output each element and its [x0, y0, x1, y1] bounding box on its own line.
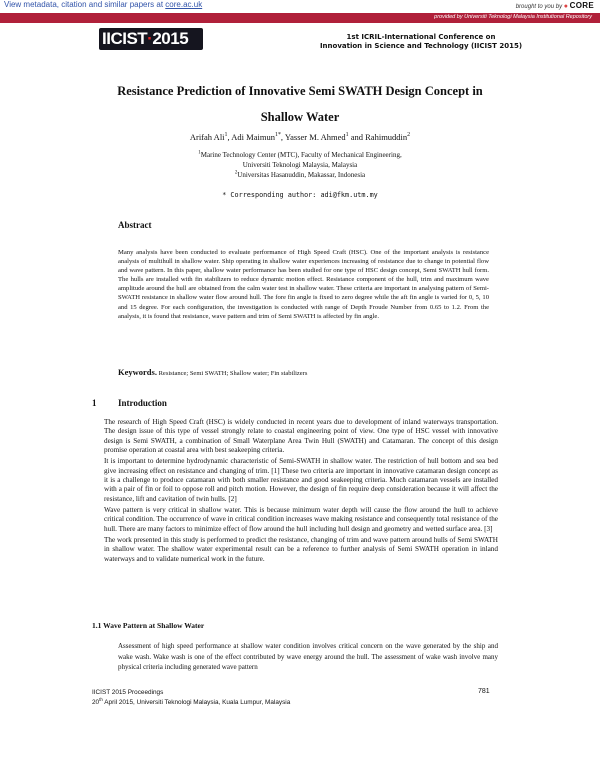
author-4-sup: 2 — [407, 132, 411, 139]
page-number: 781 — [478, 688, 490, 695]
affil-1-line2: Universiti Teknologi Malaysia, Malaysia — [242, 161, 358, 169]
paragraph: It is important to determine hydrodynamic characteristic of Semi-SWATH in shallow water. The restriction of hull bottom and sea bed give increasing effect on resistance and changing of trim. [1] These two criteria are important in innovative catamaran design concept as it is a challenge to produce catamaran with both smaller resistance and good seakeeping criteria. Much catamaran vessels are installed with a pair of fin or foil to oppose roll and pitch motion. However, the design of fin require deep consideration because it will affect the resistance, lift and cavitation of twin hulls. [2] — [104, 457, 498, 503]
paragraph: Wave pattern is very critical in shallow water. This is because minimum water depth will cause the flow around the hull to achieve critical condition. The occurrence of wave in critical condition increases wave making resistance and consequently total resistance of the hull. There are many factors to minimize effect of flow around the hull including hull design and geometry and wetted surface area. [3] — [104, 506, 498, 533]
metadata-link-text: View metadata, citation and similar papers at — [4, 0, 166, 9]
keywords-list: Resistance; Semi SWATH; Shallow water; Fin stabilizers — [156, 370, 308, 377]
section-title: Introduction — [118, 398, 167, 408]
affil-1-line1: Marine Technology Center (MTC), Faculty of Mechanical Engineering, — [200, 151, 402, 159]
author-1: Arifah Ali — [189, 132, 225, 142]
paper-title — [60, 78, 540, 130]
subsection-body: Assessment of high speed performance at shallow water condition involves critical concern on the wave generated by the ship and wake wash. Wake wash is one of the effect contributed by wave energy around the hull. The assessment of wake wash involve many physical criteria including generated wave pattern — [118, 642, 498, 671]
conference-logo — [99, 28, 203, 50]
corresponding-email[interactable]: * Corresponding author: adi@fkm.utm.my — [222, 191, 378, 199]
brought-by-text: brought to you by — [515, 4, 563, 10]
keywords-label: Keywords. — [118, 367, 157, 377]
footer-proceedings: IICIST 2015 Proceedings — [92, 689, 164, 696]
page-footer — [92, 688, 290, 708]
author-sep: , — [280, 132, 285, 142]
author-4: Rahimuddin — [365, 132, 408, 142]
footer-date-rest: April 2015, Universiti Teknologi Malaysia, Kuala Lumpur, Malaysia — [102, 699, 291, 706]
provided-by-text: provided by Universiti Teknologi Malaysia Institutional Repository — [434, 14, 592, 20]
conference-line2: Innovation in Science and Technology (IICIST 2015) — [319, 42, 523, 50]
author-sep: and — [348, 132, 366, 142]
abstract-text: Many analysis have been conducted to evaluate performance of High Speed Craft (HSC). One of the important analysis is resistance analysis of multihull in shallow water. Ship operating in shallow water experiences increasing of resistance due to change in potential flow and wave pattern. In this paper, shallow water performance has been studied for one type of HSC design concept, Semi SWATH hull form. The hulls are installed with fin stabilizers to reduce dynamic motion effect. Resistance component of the hull, trim and maximum wave amplitude around the hull are obtained from the calm water test in shallow water. These criteria are important in analysing pattern of Semi-SWATH resistance in shallow water flow around hull. The fore fin angle is fixed to zero degree while the aft fin angle is varied for 0, 5, 10 and 15 degree. For each configuration, the investigation is conducted with range of Depth Froude Number from 0.65 to 1.2. From the analysis, it is found that resistance, wave pattern and trim of Semi SWATH is affected by fin angle. — [118, 249, 489, 320]
affil-2-line: Universitas Hasanuddin, Makassar, Indonesia — [237, 171, 366, 179]
core-top-bar — [0, 0, 600, 11]
subsection-heading: 1.1 Wave Pattern at Shallow Water — [92, 621, 205, 630]
author-2-sup: 1* — [274, 132, 281, 139]
paragraph: The research of High Speed Craft (HSC) is widely conducted in recent years due to development of inland waterways transportation. The design issue of this type of vessel strongly relate to coastal engineering point of view. One type of HSC vessel with innovative design is Semi SWATH, a combination of Small Waterplane Area Twin Hull (SWATH) and Catamaran. The concept of this design promise operation at coastal area with best seakeeping criteria. — [104, 418, 498, 455]
introduction-body — [104, 418, 498, 566]
core-label: CORE — [569, 1, 594, 10]
section-number: 1 — [92, 398, 97, 408]
abstract-heading: Abstract — [118, 220, 152, 230]
conference-header — [318, 33, 524, 51]
core-logo-icon: ● — [563, 3, 568, 10]
footer-date-sup: th — [99, 696, 103, 702]
core-badge[interactable] — [516, 1, 594, 10]
section-heading — [92, 398, 167, 408]
title-line1: Resistance Prediction of Innovative Semi SWATH Design Concept in — [117, 84, 483, 98]
core-site-link[interactable]: core.ac.uk — [165, 0, 203, 9]
author-sep: , — [227, 132, 232, 142]
affiliations — [160, 150, 440, 180]
repository-banner — [0, 13, 600, 23]
logo-text-year: 2015 — [152, 29, 189, 48]
author-2: Adi Maimun — [231, 132, 275, 142]
title-line2: Shallow Water — [260, 110, 340, 124]
metadata-link[interactable] — [4, 0, 202, 9]
author-3: Yasser M. Ahmed — [284, 132, 346, 142]
logo-text-iicist: IICIST — [102, 29, 148, 48]
conference-line1: 1st ICRIL-International Conference on — [346, 33, 496, 41]
author-1-sup: 1 — [224, 132, 228, 139]
author-list — [60, 132, 540, 142]
logo-separator: · — [147, 29, 153, 48]
author-3-sup: 1 — [345, 132, 349, 139]
affil-1-sup: 1 — [198, 150, 201, 156]
footer-date-day: 20 — [92, 699, 100, 706]
affil-2-sup: 2 — [234, 170, 238, 176]
paragraph: The work presented in this study is performed to predict the resistance, changing of trim and wave pattern around hulls of Semi SWATH in shallow water. The shallow water experimental result can be a reference to further analysis of Semi SWATH operation in inland waterways and to validate numerical work in the future. — [104, 536, 498, 563]
keywords — [118, 367, 307, 377]
